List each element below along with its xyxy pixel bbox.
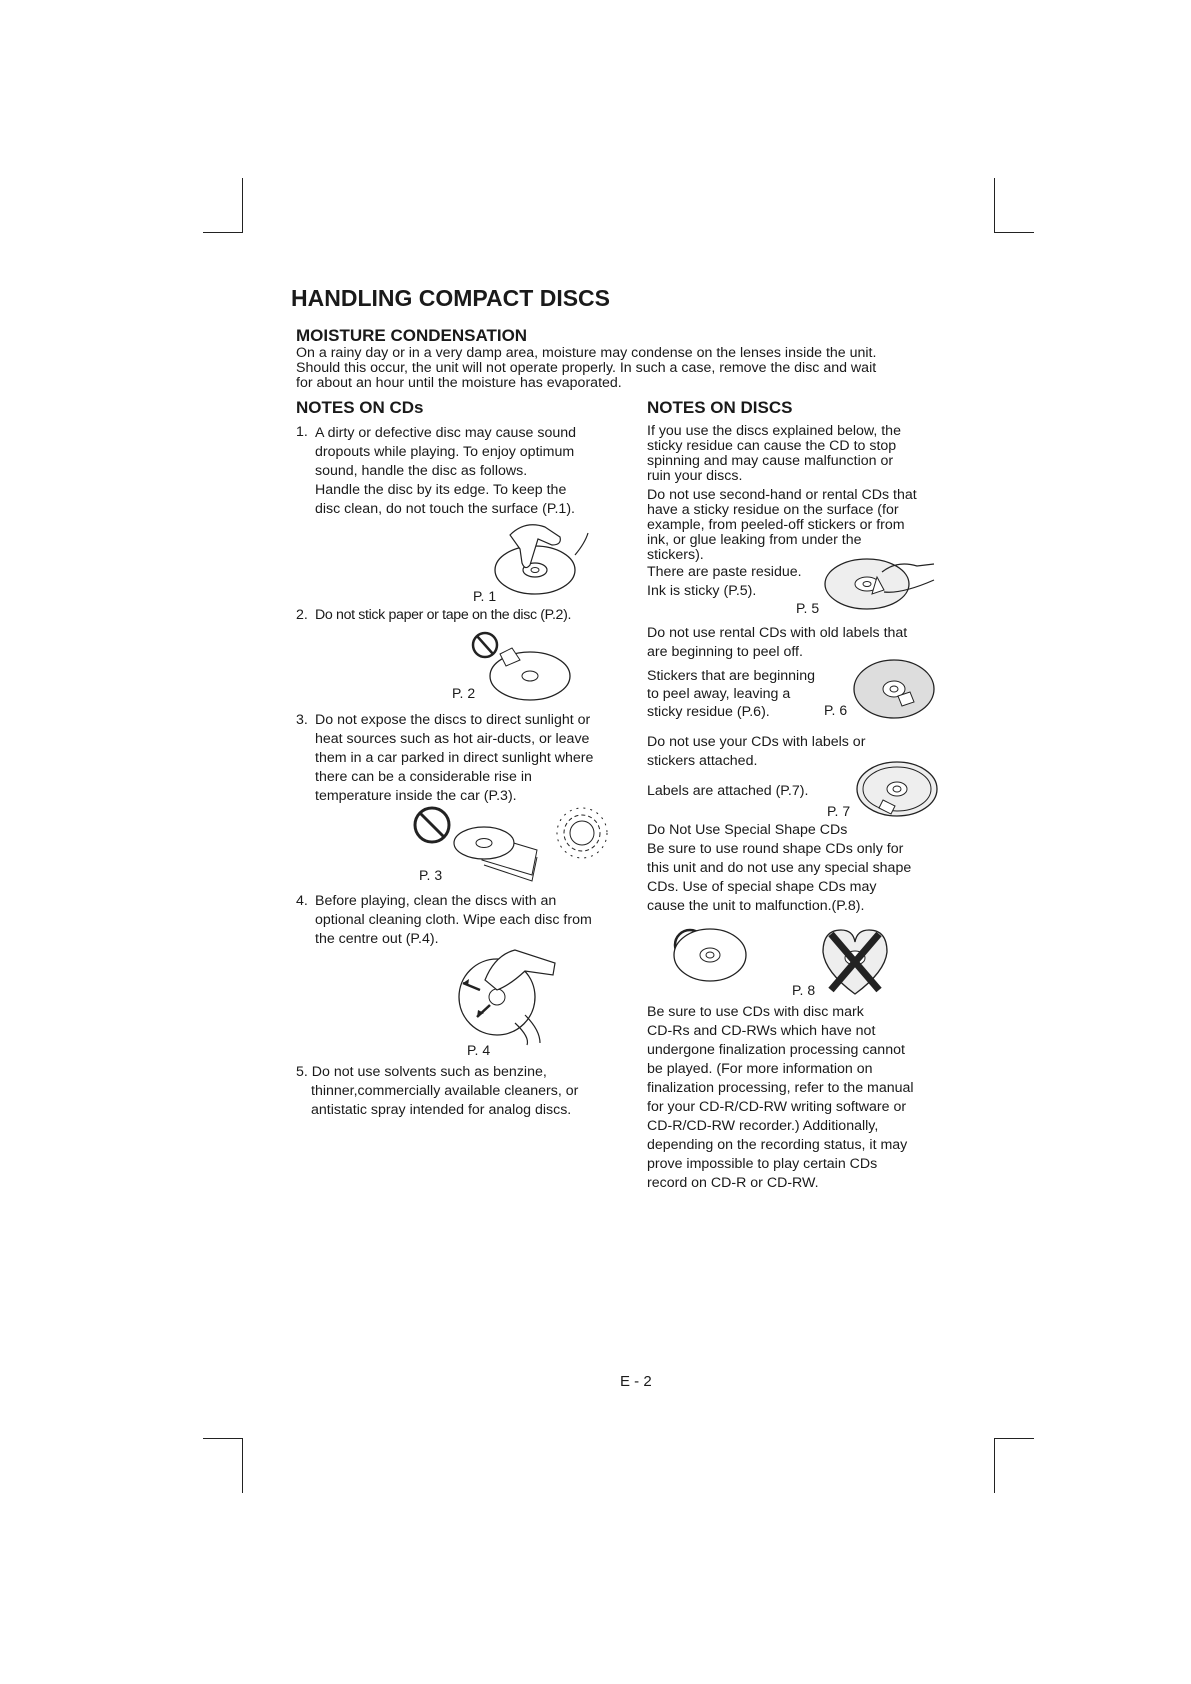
figure-caption-p5: P. 5 [796, 600, 820, 616]
special-shape-text: Do Not Use Special Shape CDs Be sure to use round shape CDs only for this unit and do not use any special shape CDs. Use of special shape CDs may cause the unit to malfunction.(P.8). [647, 822, 912, 914]
notes-cds-heading: NOTES ON CDs [296, 398, 424, 417]
item-3-text: Do not expose the discs to direct sunlight or heat sources such as hot air-ducts, or leave them in a car parked in direct sunlight where there can be a considerable rise in temperature inside the car (P.3). [315, 712, 594, 804]
page-title: HANDLING COMPACT DISCS [291, 285, 611, 311]
crop-mark [242, 178, 243, 233]
item-4-text: Before playing, clean the discs with an optional cleaning cloth. Wipe each disc from the centre out (P.4). [315, 893, 592, 947]
item-2-number: 2. [296, 607, 308, 623]
figure-caption-p2: P. 2 [452, 685, 476, 701]
labelled-disc-illustration [855, 760, 939, 818]
figure-caption-p7: P. 7 [827, 803, 851, 819]
paste-residue-text: There are paste residue. Ink is sticky (P.5). [647, 564, 802, 599]
secondhand-paragraph: Do not use second-hand or rental CDs that have a sticky residue on the surface (for example, from peeled-off stickers or from ink, or glue leaking from under the stickers). [647, 487, 917, 563]
peeling-sticker-disc-illustration [852, 658, 936, 720]
crop-mark [203, 232, 243, 233]
crop-mark [994, 1438, 995, 1493]
disc-mark-text: Be sure to use CDs with disc mark CD-Rs and CD-RWs which have not undergone finalization processing cannot be played. (For more information on finalization processing, refer to the manual for your CD-R/CD-RW writing software or CD-R/CD-RW recorder.) Additionally, depending on the recording status, it may prove impossible to play certain CDs record on CD-R or CD-RW. [647, 1004, 914, 1191]
figure-caption-p4: P. 4 [467, 1042, 491, 1058]
item-1-number: 1. [296, 424, 308, 440]
disc-cleaning-illustration [455, 935, 565, 1045]
crop-mark [994, 1438, 1034, 1439]
intro-paragraph: If you use the discs explained below, the sticky residue can cause the CD to stop spinning and may cause malfunction or ruin your discs. [647, 423, 901, 484]
item-2-text: Do not stick paper or tape on the disc (P.2). [315, 607, 572, 623]
crop-mark [994, 232, 1034, 233]
sticky-disc-illustration [822, 552, 937, 612]
labels-attached-text: Labels are attached (P.7). [647, 783, 809, 799]
rental-cds-text: Do not use rental CDs with old labels that are beginning to peel off. [647, 625, 908, 660]
no-sticker-illustration [470, 630, 580, 705]
crop-mark [203, 1438, 243, 1439]
item-4-number: 4. [296, 893, 308, 909]
notes-discs-heading: NOTES ON DISCS [647, 398, 793, 417]
page-number: E - 2 [620, 1373, 652, 1390]
item-5-text: 5. Do not use solvents such as benzine, thinner,commercially available cleaners, or antistatic spray intended for analog discs. [296, 1064, 579, 1118]
stickers-text: Stickers that are beginning to peel away, leaving a sticky residue (P.6). [647, 668, 815, 720]
crop-mark [994, 178, 995, 233]
crop-mark [242, 1438, 243, 1493]
moisture-paragraph: On a rainy day or in a very damp area, moisture may condense on the lenses inside the unit. Should this occur, the unit will not operate properly. In such a case, remove the disc and wait for about an hour until the moisture has evaporated. [296, 345, 877, 391]
figure-caption-p6: P. 6 [824, 702, 848, 718]
item-3-number: 3. [296, 712, 308, 728]
item-1-text: A dirty or defective disc may cause sound dropouts while playing. To enjoy optimum sound, handle the disc as follows. Handle the disc by its edge. To keep the disc clean, do not touch the surface (P.1). [315, 425, 577, 517]
figure-caption-p1: P. 1 [473, 588, 497, 604]
figure-caption-p3: P. 3 [419, 867, 443, 883]
moisture-heading: MOISTURE CONDENSATION [296, 326, 528, 345]
labels-text: Do not use your CDs with labels or stickers attached. [647, 734, 866, 769]
figure-caption-p8: P. 8 [792, 982, 816, 998]
disc-handling-illustration [490, 515, 590, 595]
